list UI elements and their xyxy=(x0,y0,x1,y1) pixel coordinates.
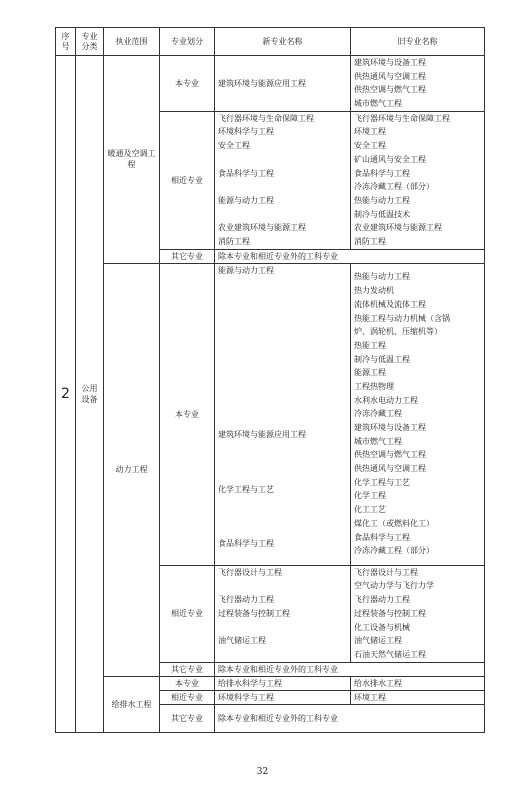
cell-line: 能源与动力工程 xyxy=(218,195,274,205)
cell-line xyxy=(218,346,347,360)
cell-line: 供热空调与燃气工程 xyxy=(354,450,426,460)
cell-line xyxy=(218,373,347,387)
cell-line: 飞行器动力工程 xyxy=(354,595,410,605)
header-category: 专业分类 xyxy=(76,28,104,56)
cell-line: 建筑环境与设备工程 xyxy=(354,58,426,67)
cell-line: 建筑环境与设备工程 xyxy=(354,423,426,433)
cell-line xyxy=(218,305,347,319)
cell-line: 建筑环境与能源应用工程 xyxy=(218,78,306,88)
cell-line: 水利水电动力工程 xyxy=(354,395,418,405)
cell-line: 煤化工（或燃料化工） xyxy=(354,518,434,528)
cell-line: 热力发动机 xyxy=(354,286,394,296)
cell-line: 油气储运工程 xyxy=(354,636,402,646)
cell-line xyxy=(218,318,347,332)
cell-line xyxy=(218,469,347,483)
cell-line xyxy=(218,621,347,635)
cell-line: 能源与动力工程 xyxy=(218,265,274,275)
cell-line: 空气动力学与飞行力学 xyxy=(354,581,434,591)
cell-line xyxy=(218,510,347,524)
cell-line: 供热通风与空调工程 xyxy=(354,464,426,474)
division-label: 本专业 xyxy=(160,676,215,690)
cell-line xyxy=(218,277,347,291)
scope-hvac: 暖通及空调工程 xyxy=(104,56,160,264)
old-name-cell: 给水排水工程 xyxy=(351,676,485,690)
cell-line: 冷冻冷藏工程（部分） xyxy=(354,546,434,556)
cell-line xyxy=(218,208,347,222)
new-name-cell: 给排水科学与工程 xyxy=(215,676,351,690)
cell-line xyxy=(218,359,347,373)
cell-line xyxy=(218,153,347,167)
cell-line: 矿山通风与安全工程 xyxy=(354,154,426,164)
cell-line xyxy=(218,291,347,305)
division-label: 相近专业 xyxy=(160,111,215,249)
other-text-cell: 除本专业和相近专业外的工科专业 xyxy=(215,662,485,676)
cell-line: 飞行器环境与生命保障工程 xyxy=(218,113,314,123)
cell-line: 农业建筑环境与能源工程 xyxy=(218,223,306,233)
cell-line xyxy=(218,442,347,456)
cell-line: 农业建筑环境与能源工程 xyxy=(354,223,442,233)
new-name-cell xyxy=(215,56,351,112)
cell-line xyxy=(218,551,347,565)
cell-line: 城市燃气工程 xyxy=(354,436,402,446)
old-name-cell xyxy=(351,565,485,662)
header-division: 专业划分 xyxy=(160,28,215,56)
cell-line xyxy=(218,332,347,346)
cell-line: 供热通风与空调工程 xyxy=(354,71,426,81)
cell-line: 飞行器动力工程 xyxy=(218,595,274,605)
cell-line: 过程装备与控制工程 xyxy=(218,608,290,618)
scope-water: 给排水工程 xyxy=(104,676,160,732)
cell-line: 食品科学与工程 xyxy=(218,168,274,178)
cell-line: 食品科学与工程 xyxy=(354,168,410,178)
cell-line: 化工工艺 xyxy=(354,505,386,515)
new-name-cell xyxy=(215,263,351,565)
cell-line: 飞行器设计与工程 xyxy=(354,567,418,577)
division-label: 本专业 xyxy=(160,263,215,565)
division-label: 其它专业 xyxy=(160,704,215,732)
cell-line: 食品科学与工程 xyxy=(354,532,410,542)
cell-line xyxy=(218,648,347,662)
cell-line: 热能工程与动力机械（含锅 xyxy=(354,313,450,323)
cell-line xyxy=(218,387,347,401)
scope-power: 动力工程 xyxy=(104,263,160,676)
cell-line: 过程装备与控制工程 xyxy=(354,608,426,618)
cell-line: 石油天然气储运工程 xyxy=(354,649,426,659)
page-number: 32 xyxy=(256,767,269,777)
cell-line xyxy=(218,180,347,194)
cell-line xyxy=(218,496,347,510)
cell-line: 食品科学与工程 xyxy=(218,539,274,549)
division-label: 相近专业 xyxy=(160,690,215,704)
cell-line: 化工设备与机械 xyxy=(354,622,410,632)
cell-line: 油气储运工程 xyxy=(218,636,266,646)
header-scope: 执业范围 xyxy=(104,28,160,56)
cell-line: 化学工程 xyxy=(354,491,386,501)
cell-line: 城市燃气工程 xyxy=(354,99,402,109)
cell-line xyxy=(218,414,347,428)
cell-line: 工程热物理 xyxy=(354,381,394,391)
cell-line: 化学工程与工艺 xyxy=(218,484,274,494)
cell-line: 冷冻冷藏工程（部分） xyxy=(354,182,434,192)
division-label: 其它专业 xyxy=(160,662,215,676)
cell-line xyxy=(218,401,347,415)
cell-line: 流体机械及流体工程 xyxy=(354,299,426,309)
old-name-cell: 环境工程 xyxy=(351,690,485,704)
cell-line: 热能工程 xyxy=(354,340,386,350)
header-old-name: 旧专业名称 xyxy=(351,28,485,56)
new-name-cell xyxy=(215,565,351,662)
cell-line: 化学工程与工艺 xyxy=(354,477,410,487)
cell-line xyxy=(218,455,347,469)
cell-line: 环境科学与工程 xyxy=(218,127,274,137)
division-label: 其它专业 xyxy=(160,249,215,263)
old-name-cell xyxy=(351,111,485,249)
cell-line: 消防工程 xyxy=(218,236,250,246)
cell-line: 飞行器设计与工程 xyxy=(218,567,282,577)
cell-line: 环境工程 xyxy=(354,127,386,137)
cell-line: 炉、涡轮机、压缩机等） xyxy=(354,327,442,337)
new-name-cell xyxy=(215,111,351,249)
header-new-name: 新专业名称 xyxy=(215,28,351,56)
other-text-cell: 除本专业和相近专业外的工科专业 xyxy=(215,249,485,263)
cell-line xyxy=(218,579,347,593)
table-header-row xyxy=(56,28,485,56)
cell-line: 安全工程 xyxy=(354,141,386,151)
old-name-cell xyxy=(351,56,485,112)
old-name-cell xyxy=(351,263,485,565)
professional-classification-table xyxy=(55,27,485,733)
cell-line: 供热空调与燃气工程 xyxy=(354,85,426,95)
table-row xyxy=(56,676,485,690)
cell-line: 制冷与低温技术 xyxy=(354,209,410,219)
cell-line xyxy=(218,524,347,538)
division-label: 本专业 xyxy=(160,56,215,112)
cell-line: 能源工程 xyxy=(354,368,386,378)
division-label: 相近专业 xyxy=(160,565,215,662)
header-serial: 序号 xyxy=(56,28,76,56)
cell-line: 制冷与低温工程 xyxy=(354,354,410,364)
cell-line: 建筑环境与能源应用工程 xyxy=(218,429,306,439)
new-name-cell: 环境科学与工程 xyxy=(215,690,351,704)
cell-line: 消防工程 xyxy=(354,236,386,246)
cell-line: 飞行器环境与生命保障工程 xyxy=(354,113,450,123)
table-row xyxy=(56,56,485,112)
cell-line: 热能与动力工程 xyxy=(354,272,410,282)
row-serial: 2 xyxy=(56,56,76,733)
category-cell: 公用设备 xyxy=(76,56,104,733)
cell-line: 安全工程 xyxy=(218,141,250,151)
other-text-cell: 除本专业和相近专业外的工科专业 xyxy=(215,704,485,732)
cell-line: 冷冻冷藏工程 xyxy=(354,409,402,419)
cell-line: 热能与动力工程 xyxy=(354,195,410,205)
table-row xyxy=(56,263,485,565)
